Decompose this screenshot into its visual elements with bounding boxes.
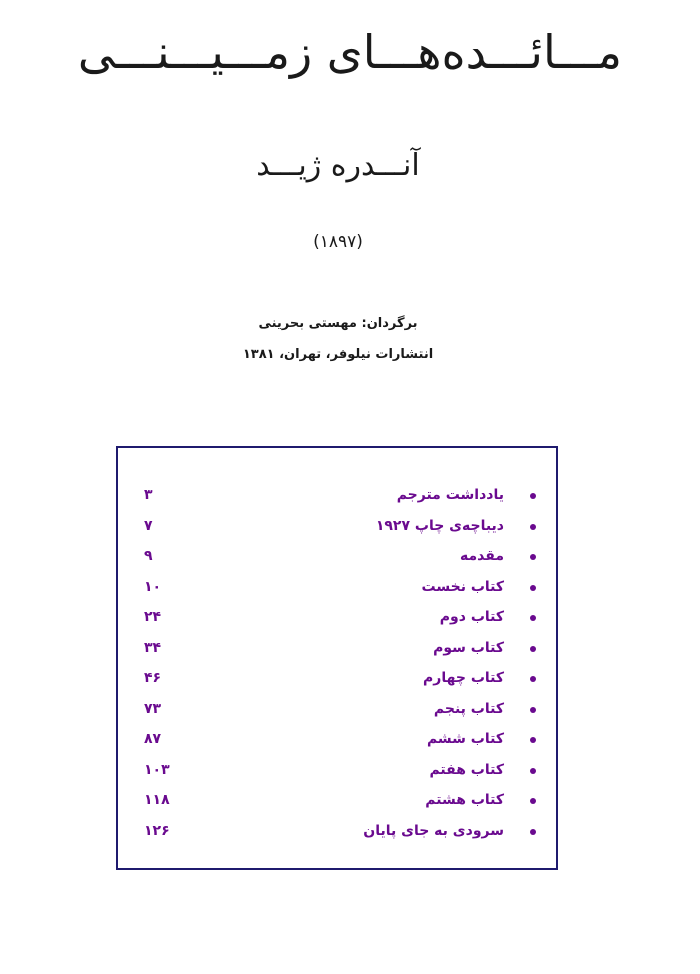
toc-item-page[interactable]: ۷ (144, 517, 153, 534)
toc-item-page[interactable]: ۸۷ (144, 731, 162, 747)
toc-item-label[interactable]: کتاب پنجم (433, 700, 504, 717)
toc-item-label[interactable]: مقدمه (460, 548, 504, 564)
toc-item-label[interactable]: دیباچه‌ی چاپ ۱۹۲۷ (375, 517, 504, 534)
toc-item-label[interactable]: کتاب هفتم (429, 761, 504, 778)
toc-item-page[interactable]: ۱۲۶ (144, 822, 170, 839)
toc-item-label[interactable]: کتاب سوم (433, 639, 504, 656)
translator-credit: برگردان: مهستی بحرینی (258, 316, 418, 331)
toc-item-page[interactable]: ۱۰۳ (144, 761, 170, 778)
toc-item-page[interactable]: ۱۰ (144, 578, 162, 595)
toc-item-page[interactable]: ۴۶ (144, 670, 162, 686)
toc-item-page[interactable]: ۳ (144, 487, 153, 503)
toc-item-book-5[interactable] (118, 694, 556, 725)
toc-item-label[interactable]: کتاب دوم (439, 609, 504, 625)
bullet-icon (530, 493, 536, 499)
bullet-icon (530, 646, 536, 652)
toc-item-book-1[interactable] (118, 572, 556, 603)
bullet-icon (530, 524, 536, 530)
toc-item-page[interactable]: ۲۴ (144, 609, 162, 625)
toc-item-label[interactable]: کتاب نخست (421, 578, 504, 595)
toc-item-translator-note[interactable] (118, 480, 556, 511)
toc-item-label[interactable]: یادداشت مترجم (396, 487, 504, 503)
bullet-icon (530, 554, 536, 560)
toc-item-label[interactable]: کتاب چهارم (423, 670, 504, 686)
toc-item-label[interactable]: کتاب ششم (426, 731, 504, 747)
toc-item-book-4[interactable] (118, 663, 556, 694)
table-of-contents (116, 446, 558, 870)
toc-item-page[interactable]: ۳۴ (144, 639, 162, 656)
toc-item-book-7[interactable] (118, 755, 556, 786)
toc-item-introduction[interactable] (118, 541, 556, 572)
toc-item-closing-hymn[interactable] (118, 816, 556, 847)
book-title: مـــائـــده‌هـــای زمـــیـــنـــی (77, 25, 623, 79)
toc-item-page[interactable]: ۹ (144, 548, 153, 564)
toc-item-book-2[interactable] (118, 602, 556, 633)
bullet-icon (530, 798, 536, 804)
author-name: آنـــدره ژیـــد (256, 148, 420, 183)
publication-year: (۱۸۹۷) (313, 232, 363, 252)
bullet-icon (530, 768, 536, 774)
toc-item-label[interactable]: کتاب هشتم (425, 792, 504, 808)
toc-list (118, 480, 556, 846)
bullet-icon (530, 676, 536, 682)
bullet-icon (530, 707, 536, 713)
toc-item-book-8[interactable] (118, 785, 556, 816)
publisher-credit: انتشارات نیلوفر، تهران، ۱۳۸۱ (242, 347, 434, 362)
toc-item-label[interactable]: سرودی به جای پایان (363, 822, 504, 839)
bullet-icon (530, 615, 536, 621)
bullet-icon (530, 737, 536, 743)
toc-item-book-6[interactable] (118, 724, 556, 755)
bullet-icon (530, 829, 536, 835)
toc-item-page[interactable]: ۱۱۸ (144, 792, 170, 808)
bullet-icon (530, 585, 536, 591)
toc-item-page[interactable]: ۷۳ (144, 700, 162, 717)
toc-item-preface-1927[interactable] (118, 511, 556, 542)
toc-item-book-3[interactable] (118, 633, 556, 664)
